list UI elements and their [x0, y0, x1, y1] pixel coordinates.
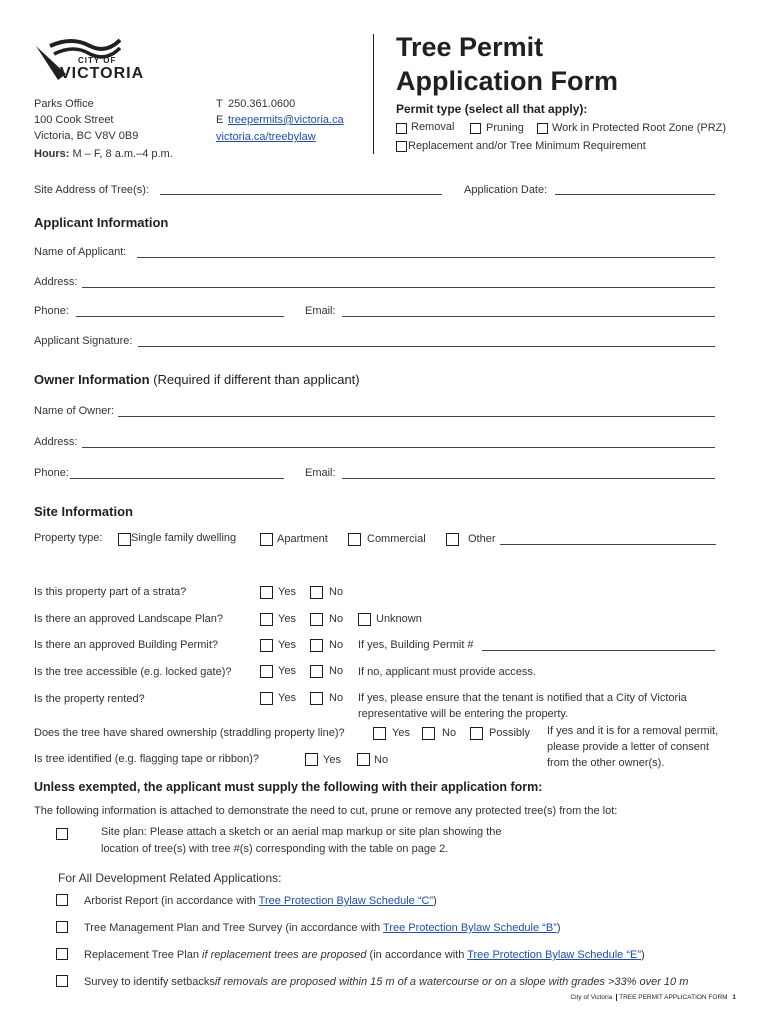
site-plan-text-1: Site plan: Please attach a sketch or an aerial map markup or site plan showing the: [101, 826, 502, 838]
property-type-label: Property type:: [34, 532, 103, 544]
logo-city-of: CITY OF: [78, 56, 117, 65]
requirements-intro: The following information is attached to demonstrate the need to cut, prune or remove any protected tree(s) from the lot:: [34, 805, 618, 817]
property-single-family-checkbox[interactable]: [118, 533, 131, 546]
applicant-signature-input[interactable]: [138, 335, 715, 347]
replacement-plan-item: [84, 949, 645, 961]
survey-condition: if removals are proposed within 15 m of a watercourse or on a slope with grades >33% over 10 m: [214, 976, 689, 988]
property-other-input[interactable]: [500, 534, 716, 545]
survey-item: [84, 976, 688, 988]
form-title-line1: Tree Permit: [396, 32, 544, 62]
hours-label: Hours:: [34, 148, 70, 160]
owner-address-input[interactable]: [82, 436, 715, 448]
accessible-note: If no, applicant must provide access.: [358, 666, 536, 678]
landscape-no-label: No: [329, 613, 344, 625]
accessible-yes-label: Yes: [278, 665, 296, 677]
office-web: [216, 131, 316, 143]
arborist-checkbox[interactable]: [56, 894, 68, 906]
arborist-item: [84, 895, 437, 907]
permit-removal-label: Removal: [411, 121, 455, 133]
shared-no-checkbox[interactable]: [422, 727, 435, 740]
identified-no-checkbox[interactable]: [357, 753, 370, 766]
building-permit-input[interactable]: [482, 639, 715, 651]
application-date-label: Application Date:: [464, 184, 548, 196]
applicant-name-input[interactable]: [137, 246, 715, 258]
office-name: Parks Office: [34, 98, 94, 110]
office-city: Victoria, BC V8V 0B9: [34, 130, 139, 142]
office-phone: [216, 98, 295, 110]
development-heading: For All Development Related Applications:: [58, 871, 282, 885]
application-date-input[interactable]: [555, 184, 715, 195]
arborist-text: Arborist Report (in accordance with: [84, 895, 259, 907]
building-no-label: No: [329, 639, 344, 651]
shared-possibly-label: Possibly: [489, 727, 530, 739]
site-address-label: Site Address of Tree(s):: [34, 184, 149, 196]
tree-management-schedule-link[interactable]: Tree Protection Bylaw Schedule “B”: [383, 922, 557, 934]
email-prefix: E: [216, 114, 224, 126]
applicant-address-label: Address:: [34, 276, 78, 288]
site-heading: Site Information: [34, 504, 133, 519]
applicant-email-input[interactable]: [342, 305, 715, 317]
strata-yes-label: Yes: [278, 586, 296, 598]
applicant-signature-label: Applicant Signature:: [34, 335, 133, 347]
owner-heading-title: Owner Information: [34, 372, 150, 387]
web-link[interactable]: victoria.ca/treebylaw: [216, 131, 316, 143]
shared-note-2: please provide a letter of consent: [547, 741, 710, 753]
city-logo: [32, 34, 145, 84]
owner-phone-input[interactable]: [70, 467, 284, 479]
replacement-plan-checkbox[interactable]: [56, 948, 68, 960]
applicant-email-label: Email:: [305, 305, 336, 317]
footer-separator: [616, 994, 617, 1001]
permit-prz-checkbox[interactable]: [537, 123, 548, 134]
building-no-checkbox[interactable]: [310, 639, 323, 652]
identified-yes-checkbox[interactable]: [305, 753, 318, 766]
landscape-yes-checkbox[interactable]: [260, 613, 273, 626]
strata-no-label: No: [329, 586, 344, 598]
property-apartment-label: Apartment: [277, 533, 328, 545]
shared-yes-checkbox[interactable]: [373, 727, 386, 740]
permit-pruning-checkbox[interactable]: [470, 123, 481, 134]
shared-possibly-checkbox[interactable]: [470, 727, 483, 740]
replacement-plan-condition: if replacement trees are proposed: [202, 949, 367, 961]
building-yes-label: Yes: [278, 639, 296, 651]
rented-note-1: If yes, please ensure that the tenant is notified that a City of Victoria: [358, 692, 687, 704]
applicant-address-input[interactable]: [82, 276, 715, 288]
shared-yes-label: Yes: [392, 727, 410, 739]
landscape-unknown-checkbox[interactable]: [358, 613, 371, 626]
identified-no-label: No: [374, 754, 389, 766]
owner-phone-label: Phone:: [34, 467, 69, 479]
strata-no-checkbox[interactable]: [310, 586, 323, 599]
site-plan-text-2: location of tree(s) with tree #(s) corresponding with the table on page 2.: [101, 843, 449, 855]
landscape-yes-label: Yes: [278, 613, 296, 625]
owner-heading-note: (Required if different than applicant): [153, 372, 360, 387]
permit-removal-checkbox[interactable]: [396, 123, 407, 134]
permit-replacement-label: Replacement and/or Tree Minimum Requirement: [408, 140, 646, 152]
accessible-yes-checkbox[interactable]: [260, 665, 273, 678]
replacement-plan-close: ): [641, 949, 645, 961]
identified-yes-label: Yes: [323, 754, 341, 766]
logo-name: VICTORIA: [60, 65, 145, 82]
survey-text: Survey to identify setbacks: [84, 976, 215, 988]
property-other-label: Other: [468, 533, 496, 545]
applicant-name-label: Name of Applicant:: [34, 246, 127, 258]
owner-name-input[interactable]: [118, 405, 715, 417]
requirements-heading: Unless exempted, the applicant must supply the following with their application form:: [34, 780, 543, 794]
owner-email-input[interactable]: [342, 467, 715, 479]
property-commercial-label: Commercial: [367, 533, 426, 545]
accessible-question: Is the tree accessible (e.g. locked gate)?: [34, 666, 232, 678]
arborist-close: ): [433, 895, 437, 907]
owner-heading: [34, 372, 360, 387]
office-email: [216, 114, 344, 126]
site-address-input[interactable]: [160, 184, 442, 195]
shared-note-1: If yes and it is for a removal permit,: [547, 725, 719, 737]
strata-yes-checkbox[interactable]: [260, 586, 273, 599]
accessible-no-label: No: [329, 665, 344, 677]
permit-replacement-checkbox[interactable]: [396, 141, 407, 152]
form-title-line2: Application Form: [396, 66, 618, 96]
owner-name-label: Name of Owner:: [34, 405, 115, 417]
landscape-unknown-label: Unknown: [376, 613, 422, 625]
building-permit-note: If yes, Building Permit #: [358, 639, 474, 651]
footer-org: City of Victoria: [570, 994, 613, 1001]
replacement-plan-schedule-link[interactable]: Tree Protection Bylaw Schedule “E”: [467, 949, 642, 961]
phone-prefix: T: [216, 98, 223, 110]
office-street: 100 Cook Street: [34, 114, 114, 126]
phone-value: 250.361.0600: [228, 98, 296, 110]
tree-management-text: Tree Management Plan and Tree Survey (in accordance with: [84, 922, 383, 934]
replacement-plan-text: Replacement Tree Plan: [84, 949, 203, 961]
survey-checkbox[interactable]: [56, 975, 68, 987]
footer-page-number: 1: [732, 994, 736, 1001]
header-divider: [373, 34, 374, 154]
owner-address-label: Address:: [34, 436, 78, 448]
shared-note-3: from the other owner(s).: [547, 757, 665, 769]
permit-type-label: Permit type (select all that apply):: [396, 102, 588, 116]
accessible-no-checkbox[interactable]: [310, 665, 323, 678]
site-plan-checkbox[interactable]: [56, 828, 68, 840]
replacement-plan-mid: (in accordance with: [366, 949, 468, 961]
property-commercial-checkbox[interactable]: [348, 533, 361, 546]
rented-note-2: representative will be entering the property.: [358, 708, 569, 720]
shared-no-label: No: [442, 727, 457, 739]
rented-yes-label: Yes: [278, 692, 296, 704]
hours-value: M – F, 8 a.m.–4 p.m.: [72, 148, 173, 160]
office-hours: [34, 148, 173, 160]
email-link[interactable]: treepermits@victoria.ca: [228, 114, 344, 126]
building-yes-checkbox[interactable]: [260, 639, 273, 652]
tree-management-checkbox[interactable]: [56, 921, 68, 933]
applicant-phone-input[interactable]: [76, 305, 284, 317]
rented-no-checkbox[interactable]: [310, 692, 323, 705]
permit-prz-label: Work in Protected Root Zone (PRZ): [552, 122, 727, 134]
tree-management-close: ): [556, 922, 561, 934]
arborist-schedule-link[interactable]: Tree Protection Bylaw Schedule “C”: [258, 895, 434, 907]
permit-pruning-label: Pruning: [486, 122, 524, 134]
rented-yes-checkbox[interactable]: [260, 692, 273, 705]
landscape-question: Is there an approved Landscape Plan?: [34, 613, 223, 625]
page-footer: [570, 994, 736, 1001]
strata-question: Is this property part of a strata?: [34, 586, 187, 598]
identified-question: Is tree identified (e.g. flagging tape or ribbon)?: [34, 753, 260, 765]
tree-management-item: [84, 922, 561, 934]
building-question: Is there an approved Building Permit?: [34, 639, 219, 651]
property-other-checkbox[interactable]: [446, 533, 459, 546]
property-single-family-label: Single family dwelling: [131, 532, 237, 544]
property-apartment-checkbox[interactable]: [260, 533, 273, 546]
rented-question: Is the property rented?: [34, 693, 145, 705]
owner-email-label: Email:: [305, 467, 336, 479]
shared-question: Does the tree have shared ownership (straddling property line)?: [34, 727, 345, 739]
rented-no-label: No: [329, 692, 344, 704]
applicant-heading: Applicant Information: [34, 215, 169, 230]
applicant-phone-label: Phone:: [34, 305, 69, 317]
landscape-no-checkbox[interactable]: [310, 613, 323, 626]
footer-title: TREE PERMIT APPLICATION FORM: [619, 994, 728, 1001]
